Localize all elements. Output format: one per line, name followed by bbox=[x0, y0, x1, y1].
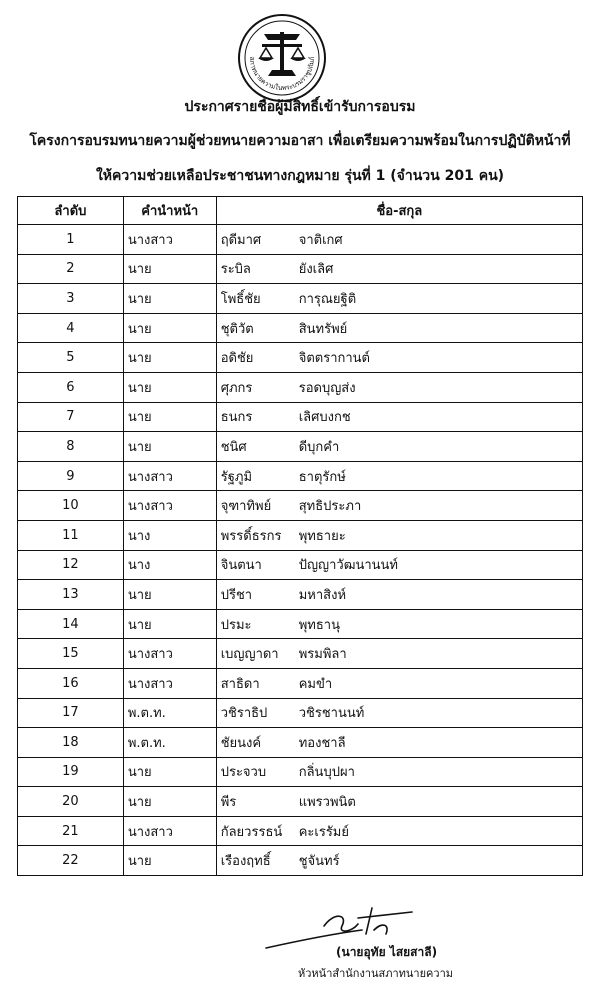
row-number: 2 bbox=[18, 254, 124, 284]
row-first-name: ศุภกร bbox=[220, 380, 253, 396]
row-full-name bbox=[216, 728, 582, 758]
row-first-name: กัลยวรรธน์ bbox=[220, 824, 283, 840]
seal-ring-text: สภาทนายความในพระบรมราชูปถัมภ์ bbox=[247, 56, 317, 93]
row-number: 19 bbox=[18, 757, 124, 787]
row-first-name: ปรมะ bbox=[220, 617, 252, 633]
row-prefix: พ.ต.ท. bbox=[123, 698, 216, 728]
row-full-name bbox=[216, 372, 582, 402]
table-row bbox=[18, 343, 583, 373]
row-full-name bbox=[216, 846, 582, 876]
row-last-name: พุทธานุ bbox=[298, 617, 340, 633]
column-header-number: ลำดับ bbox=[18, 197, 124, 225]
row-prefix: นาง bbox=[123, 520, 216, 550]
row-prefix: นาง bbox=[123, 550, 216, 580]
row-number: 1 bbox=[18, 225, 124, 255]
row-prefix: นางสาว bbox=[123, 491, 216, 521]
row-last-name: เลิศบงกช bbox=[298, 410, 351, 426]
row-full-name bbox=[216, 787, 582, 817]
table-row bbox=[18, 580, 583, 610]
row-first-name: ระบิล bbox=[220, 262, 251, 278]
row-first-name: รัฐภูมิ bbox=[220, 469, 253, 485]
table-row bbox=[18, 609, 583, 639]
row-prefix: นางสาว bbox=[123, 639, 216, 669]
row-first-name: ชัยนงค์ bbox=[220, 735, 262, 751]
table-row bbox=[18, 639, 583, 669]
table-row bbox=[18, 787, 583, 817]
row-first-name: พรรดิ์ธรกร bbox=[220, 528, 282, 544]
signer-title: หัวหน้าสำนักงานสภาทนายความ bbox=[298, 967, 454, 980]
row-number: 12 bbox=[18, 550, 124, 580]
row-last-name: ธาตุรักษ์ bbox=[298, 469, 346, 485]
row-first-name: ชนิศ bbox=[220, 439, 247, 455]
row-number: 18 bbox=[18, 728, 124, 758]
table-row bbox=[18, 846, 583, 876]
row-prefix: นาย bbox=[123, 580, 216, 610]
row-number: 6 bbox=[18, 372, 124, 402]
table-row bbox=[18, 520, 583, 550]
row-full-name bbox=[216, 254, 582, 284]
row-last-name: มหาสิงห์ bbox=[298, 587, 347, 603]
row-prefix: นาย bbox=[123, 402, 216, 432]
row-prefix: นาย bbox=[123, 846, 216, 876]
table-row bbox=[18, 816, 583, 846]
row-first-name: สาธิดา bbox=[220, 676, 260, 692]
table-row bbox=[18, 402, 583, 432]
row-prefix: นาย bbox=[123, 757, 216, 787]
row-full-name bbox=[216, 609, 582, 639]
row-prefix: นาย bbox=[123, 313, 216, 343]
row-first-name: ธนกร bbox=[220, 410, 253, 426]
row-full-name bbox=[216, 432, 582, 462]
participant-table bbox=[17, 196, 583, 876]
row-last-name: พรมพิลา bbox=[298, 647, 347, 663]
row-number: 21 bbox=[18, 816, 124, 846]
row-full-name bbox=[216, 284, 582, 314]
row-prefix: นาย bbox=[123, 609, 216, 639]
row-full-name bbox=[216, 757, 582, 787]
row-prefix: นางสาว bbox=[123, 225, 216, 255]
row-number: 5 bbox=[18, 343, 124, 373]
row-first-name: ปรีชา bbox=[220, 587, 253, 603]
row-first-name: จินตนา bbox=[220, 558, 262, 574]
table-row bbox=[18, 372, 583, 402]
row-number: 8 bbox=[18, 432, 124, 462]
table-row bbox=[18, 728, 583, 758]
table-row bbox=[18, 668, 583, 698]
table-row bbox=[18, 757, 583, 787]
row-first-name: ประจวบ bbox=[220, 765, 267, 781]
project-subtitle: ให้ความช่วยเหลือประชาชนทางกฎหมาย รุ่นที่ 1 (จำนวน 201 คน) bbox=[95, 168, 505, 184]
lawyers-council-seal-icon bbox=[236, 12, 328, 104]
row-full-name bbox=[216, 520, 582, 550]
row-first-name: เรืองฤทธิ์ bbox=[220, 854, 271, 870]
row-number: 13 bbox=[18, 580, 124, 610]
row-full-name bbox=[216, 313, 582, 343]
row-prefix: พ.ต.ท. bbox=[123, 728, 216, 758]
row-first-name: อดิชัย bbox=[220, 351, 254, 367]
row-last-name: คมขำ bbox=[298, 676, 333, 692]
row-prefix: นาย bbox=[123, 343, 216, 373]
row-number: 17 bbox=[18, 698, 124, 728]
table-header-row bbox=[18, 197, 583, 225]
row-first-name: โพธิ์ชัย bbox=[220, 291, 261, 307]
table-row bbox=[18, 550, 583, 580]
row-full-name bbox=[216, 580, 582, 610]
row-prefix: นางสาว bbox=[123, 461, 216, 491]
row-prefix: นาย bbox=[123, 284, 216, 314]
row-number: 15 bbox=[18, 639, 124, 669]
row-prefix: นางสาว bbox=[123, 668, 216, 698]
row-number: 3 bbox=[18, 284, 124, 314]
row-last-name: สุทธิประภา bbox=[298, 499, 362, 515]
row-last-name: พุทธายะ bbox=[298, 528, 346, 544]
row-full-name bbox=[216, 491, 582, 521]
row-full-name bbox=[216, 402, 582, 432]
table-row bbox=[18, 284, 583, 314]
row-prefix: นาย bbox=[123, 432, 216, 462]
row-number: 14 bbox=[18, 609, 124, 639]
row-last-name: คะเรรัมย์ bbox=[298, 824, 349, 840]
row-full-name bbox=[216, 550, 582, 580]
row-number: 16 bbox=[18, 668, 124, 698]
row-last-name: การุณยฐิติ bbox=[298, 291, 357, 307]
column-header-name: ชื่อ-สกุล bbox=[216, 197, 582, 225]
row-first-name: จุฑาทิพย์ bbox=[220, 499, 272, 515]
table-row bbox=[18, 698, 583, 728]
row-last-name: แพรวพนิต bbox=[298, 795, 356, 811]
row-number: 22 bbox=[18, 846, 124, 876]
table-row bbox=[18, 225, 583, 255]
row-number: 7 bbox=[18, 402, 124, 432]
row-number: 4 bbox=[18, 313, 124, 343]
row-number: 10 bbox=[18, 491, 124, 521]
row-first-name: ชุติวัต bbox=[220, 321, 254, 337]
row-last-name: วชิรชานนท์ bbox=[298, 706, 365, 722]
row-first-name: พีร bbox=[220, 795, 237, 811]
row-first-name: เบญญาดา bbox=[220, 647, 279, 663]
row-last-name: สินทรัพย์ bbox=[298, 321, 348, 337]
row-full-name bbox=[216, 698, 582, 728]
column-header-prefix: คำนำหน้า bbox=[123, 197, 216, 225]
row-prefix: นาย bbox=[123, 787, 216, 817]
row-full-name bbox=[216, 816, 582, 846]
row-full-name bbox=[216, 343, 582, 373]
table-row bbox=[18, 254, 583, 284]
row-prefix: นางสาว bbox=[123, 816, 216, 846]
row-prefix: นาย bbox=[123, 372, 216, 402]
row-last-name: ปัญญาวัฒนานนท์ bbox=[298, 558, 398, 574]
project-title: โครงการอบรมทนายความผู้ช่วยทนายความอาสา เพื่อเตรียมความพร้อมในการปฏิบัติหน้าที่ bbox=[29, 133, 571, 149]
signer-name: (นายอุทัย ไสยสาลี) bbox=[336, 945, 438, 959]
row-last-name: ทองชาลี bbox=[298, 735, 346, 751]
row-last-name: ชูจันทร์ bbox=[298, 854, 340, 870]
row-last-name: รอดบุญส่ง bbox=[298, 380, 356, 396]
row-full-name bbox=[216, 461, 582, 491]
table-row bbox=[18, 432, 583, 462]
row-full-name bbox=[216, 225, 582, 255]
announcement-title: ประกาศรายชื่อผู้มีสิทธิ์เข้ารับการอบรม bbox=[184, 99, 416, 115]
table-row bbox=[18, 491, 583, 521]
row-number: 11 bbox=[18, 520, 124, 550]
row-number: 9 bbox=[18, 461, 124, 491]
table-row bbox=[18, 313, 583, 343]
row-first-name: วชิราธิป bbox=[220, 706, 268, 722]
row-last-name: จาติเกศ bbox=[298, 232, 343, 248]
row-last-name: ยังเลิศ bbox=[298, 262, 334, 278]
table-row bbox=[18, 461, 583, 491]
row-first-name: ฤดีมาศ bbox=[220, 232, 262, 248]
row-full-name bbox=[216, 639, 582, 669]
row-last-name: จิตตรากานต์ bbox=[298, 351, 371, 367]
row-prefix: นาย bbox=[123, 254, 216, 284]
row-last-name: ดีบุกคำ bbox=[298, 439, 340, 455]
row-number: 20 bbox=[18, 787, 124, 817]
row-full-name bbox=[216, 668, 582, 698]
row-last-name: กลิ่นบุปผา bbox=[298, 765, 355, 781]
